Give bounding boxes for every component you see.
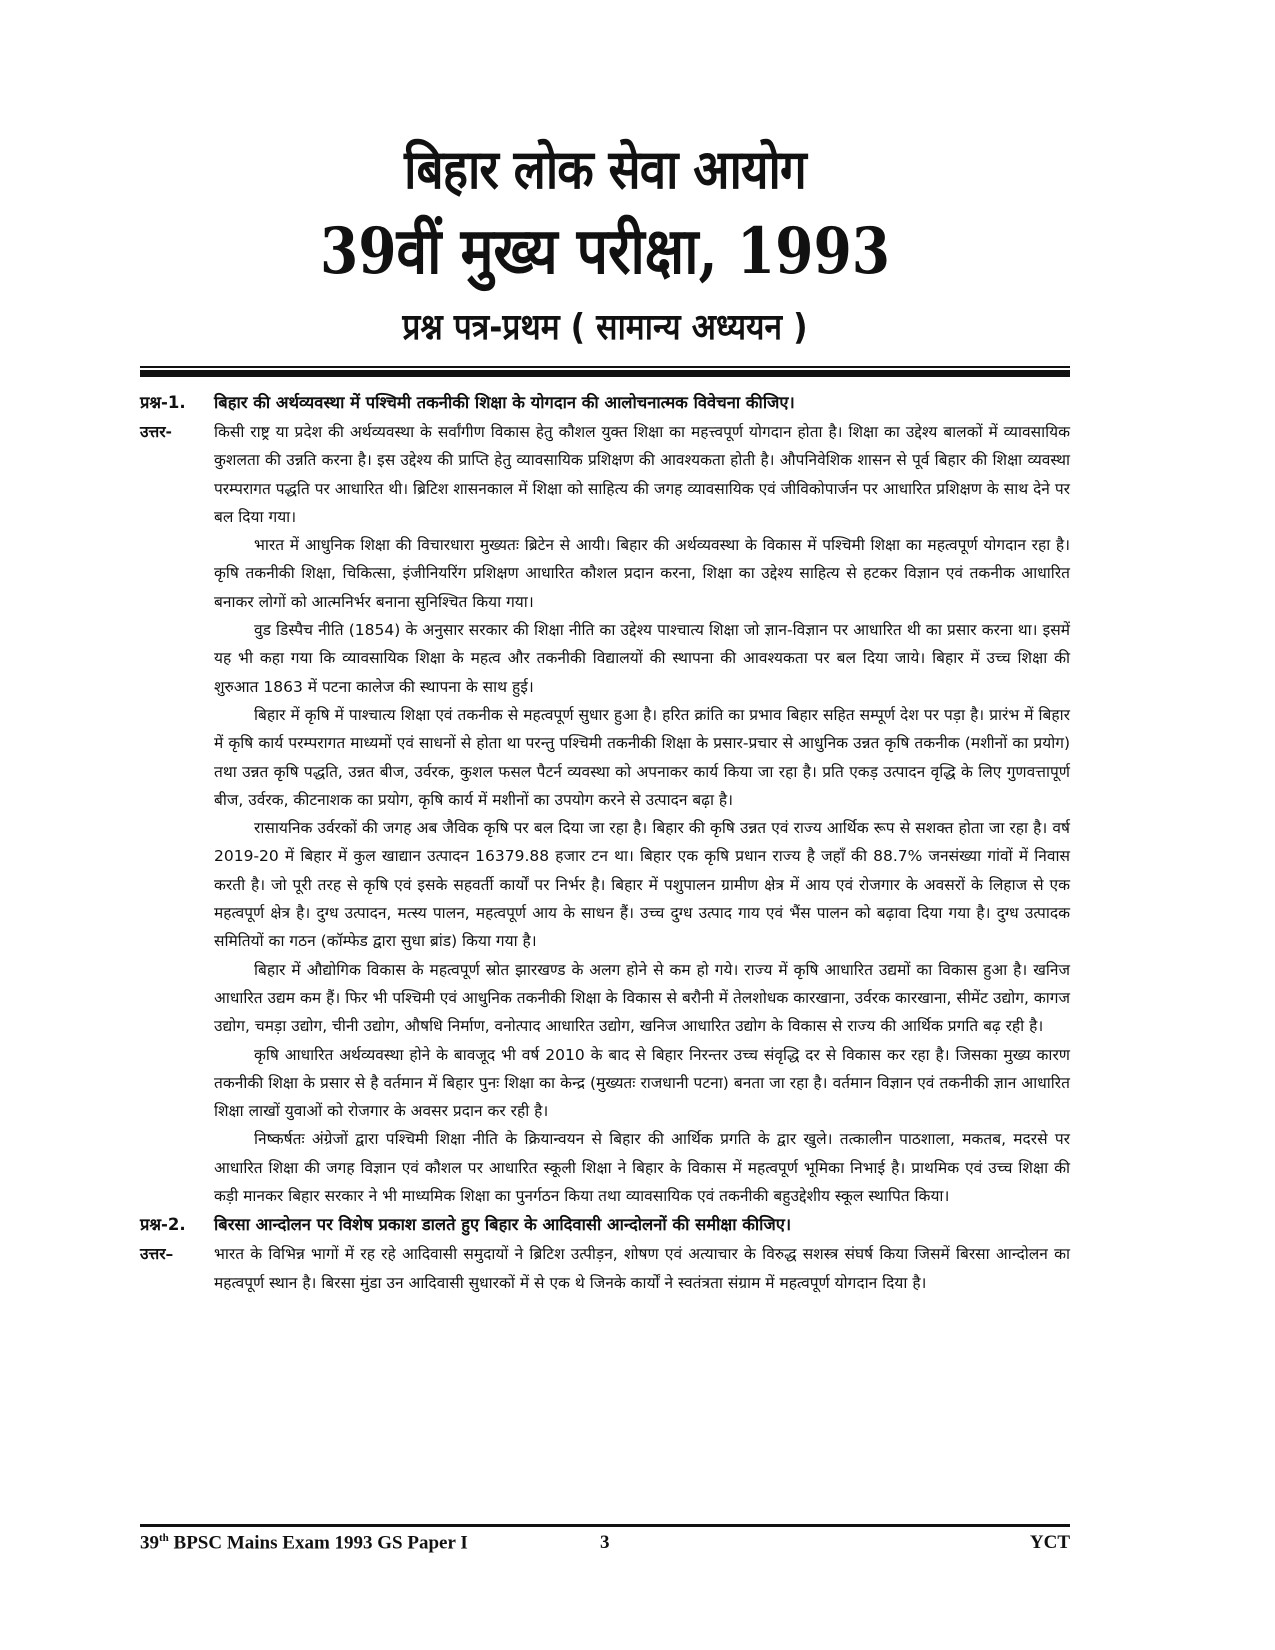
answer-paragraph: किसी राष्ट्र या प्रदेश की अर्थव्यवस्था के सर्वांगीण विकास हेतु कौशल युक्त शिक्षा का महत्त्वपूर्ण योगदान होता है। शिक्षा का उद्देश्य बालकों में व्यावसायिक कुशलता की उन्नति करना है। इस उद्देश्य की प्राप्ति हेतु व्यावसायिक प्रशिक्षण की आवश्यकता होती है। औपनिवेशिक शासन से पूर्व बिहार की शिक्षा व्यवस्था परम्परागत पद्धति पर आधारित थी। ब्रिटिश शासनकाल में शिक्षा को साहित्य की जगह व्यावसायिक एवं जीविकोपार्जन पर आधारित प्रशिक्षण के साथ देने पर बल दिया गया।	[214, 423, 1070, 526]
answer-1	[140, 418, 1070, 531]
answer-paragraph: बिहार में औद्योगिक विकास के महत्वपूर्ण स्रोत झारखण्ड के अलग होने से कम हो गये। राज्य में कृषि आधारित उद्यमों का विकास हुआ है। खनिज आधारित उद्यम कम हैं। फिर भी पश्चिमी एवं आधुनिक तकनीकी शिक्षा के विकास से बरौनी में तेलशोधक कारखाना, उर्वरक कारखाना, सीमेंट उद्योग, कागज उद्योग, चमड़ा उद्योग, चीनी उद्योग, औषधि निर्माण, वनोत्पाद आधारित उद्योग, खनिज आधारित उद्योग के विकास से राज्य की आर्थिक प्रगति बढ़ रही है।	[214, 960, 1070, 1036]
answer-label: उत्तर–	[140, 1245, 174, 1264]
answer-paragraph: कृषि आधारित अर्थव्यवस्था होने के बावजूद भी वर्ष 2010 के बाद से बिहार निरन्तर उच्च संवृद्धि दर से विकास कर रहा है। जिसका मुख्य कारण तकनीकी शिक्षा के प्रसार से है वर्तमान में बिहार पुनः शिक्षा का केन्द्र (मुख्यतः राजधानी पटना) बनता जा रहा है। वर्तमान विज्ञान एवं तकनीकी ज्ञान आधारित शिक्षा लाखों युवाओं को रोजगार के अवसर प्रदान कर रही है।	[214, 1045, 1070, 1121]
answer-paragraph: रासायनिक उर्वरकों की जगह अब जैविक कृषि पर बल दिया जा रहा है। बिहार की कृषि उन्नत एवं राज्य आर्थिक रूप से सशक्त होता जा रहा है। वर्ष 2019-20 में बिहार में कुल खाद्यान उत्पादन 16379.88 हजार टन था। बिहार एक कृषि प्रधान राज्य है जहाँ की 88.7% जनसंख्या गांवों में निवास करती है। जो पूरी तरह से कृषि एवं इसके सहवर्ती कार्यों पर निर्भर है। बिहार में पशुपालन ग्रामीण क्षेत्र में आय एवं रोजगार के अवसरों के लिहाज से एक महत्वपूर्ण क्षेत्र है। दुग्ध उत्पादन, मत्स्य पालन, महत्वपूर्ण आय के साधन हैं। उच्च दुग्ध उत्पाद गाय एवं भैंस पालन को बढ़ावा दिया गया है। दुग्ध उत्पादक समितियों का गठन (कॉम्फेड द्वारा सुधा ब्रांड) किया गया है।	[214, 819, 1070, 951]
header-rule-thin	[140, 366, 1070, 368]
footer-exam-name: 39th BPSC Mains Exam 1993 GS Paper I	[140, 1532, 468, 1554]
page-number: 3	[600, 1532, 610, 1553]
question-text: बिहार की अर्थव्यवस्था में पश्चिमी तकनीकी शिक्षा के योगदान की आलोचनात्मक विवेचना कीजिए।	[214, 393, 795, 412]
answer-paragraph: भारत में आधुनिक शिक्षा की विचारधारा मुख्यतः ब्रिटेन से आयी। बिहार की अर्थव्यवस्था के विकास में पश्चिमी शिक्षा का महत्वपूर्ण योगदान रहा है। कृषि तकनीकी शिक्षा, चिकित्सा, इंजीनियरिंग प्रशिक्षण आधारित कौशल प्रदान करना, शिक्षा का उद्देश्य साहित्य से हटकर विज्ञान एवं तकनीक आधारित बनाकर लोगों को आत्मनिर्भर बनाना सुनिश्चित किया गया।	[214, 536, 1070, 611]
question-label: प्रश्न-1.	[140, 393, 186, 412]
answer-paragraph: भारत के विभिन्न भागों में रह रहे आदिवासी समुदायों ने ब्रिटिश उत्पीड़न, शोषण एवं अत्याचार के विरुद्ध सशस्त्र संघर्ष किया जिसमें बिरसा आन्दोलन का महत्वपूर्ण स्थान है। बिरसा मुंडा उन आदिवासी सुधारकों में से एक थे जिनके कार्यों ने स्वतंत्रता संग्राम में महत्वपूर्ण योगदान दिया है।	[214, 1245, 1070, 1292]
paper-heading: प्रश्न पत्र-प्रथम ( सामान्य अध्ययन )	[402, 307, 808, 348]
question-label: प्रश्न-2.	[140, 1215, 186, 1235]
document-title: बिहार लोक सेवा आयोग	[404, 138, 806, 201]
answer-1-continued	[140, 531, 1070, 1210]
question-text: बिरसा आन्दोलन पर विशेष प्रकाश डालते हुए बिहार के आदिवासी आन्दोलनों की समीक्षा कीजिए।	[214, 1215, 792, 1235]
header-rule-thick	[140, 370, 1070, 377]
page-footer	[140, 1532, 1070, 1562]
answer-2	[140, 1240, 1070, 1297]
answer-label: उत्तर-	[140, 423, 172, 441]
content	[140, 388, 1070, 1297]
answer-paragraph: बिहार में कृषि में पाश्चात्य शिक्षा एवं तकनीक से महत्वपूर्ण सुधार हुआ है। हरित क्रांति का प्रभाव बिहार सहित सम्पूर्ण देश पर पड़ा है। प्रारंभ में बिहार में कृषि कार्य परम्परागत माध्यमों एवं साधनों से होता था परन्तु पश्चिमी तकनीकी शिक्षा के प्रसार-प्रचार से आधुनिक उन्नत कृषि तकनीक (मशीनों का प्रयोग) तथा उन्नत कृषि पद्धति, उन्नत बीज, उर्वरक, कुशल फसल पैटर्न व्यवस्था को अपनाकर कार्य किया जा रहा है। प्रति एकड़ उत्पादन वृद्धि के लिए गुणवत्तापूर्ण बीज, उर्वरक, कीटनाशक का प्रयोग, कृषि कार्य में मशीनों का उपयोग करने से उत्पादन बढ़ा है।	[214, 705, 1070, 809]
answer-paragraph: निष्कर्षतः अंग्रेजों द्वारा पश्चिमी शिक्षा नीति के क्रियान्वयन से बिहार की आर्थिक प्रगति के द्वार खुले। तत्कालीन पाठशाला, मकतब, मदरसे पर आधारित शिक्षा की जगह विज्ञान एवं कौशल पर आधारित स्कूली शिक्षा ने बिहार के विकास में महत्वपूर्ण भूमिका निभाई है। प्राथमिक एवं उच्च शिक्षा की कड़ी मानकर बिहार सरकार ने भी माध्यमिक शिक्षा का पुनर्गठन किया तथा व्यावसायिक एवं तकनीकी बहुउद्देशीय स्कूल स्थापित किया।	[214, 1130, 1070, 1206]
answer-body	[214, 418, 1070, 531]
answer-paragraph: वुड डिस्पैच नीति (1854) के अनुसार सरकार की शिक्षा नीति का उद्देश्य पाश्चात्य शिक्षा जो ज्ञान-विज्ञान पर आधारित थी का प्रसार करना था। इसमें यह भी कहा गया कि व्यावसायिक शिक्षा के महत्व और तकनीकी विद्यालयों की स्थापना की आवश्यकता पर बल दिया जाये। बिहार में उच्च शिक्षा की शुरुआत 1863 में पटना कालेज की स्थापना के साथ हुई।	[214, 621, 1070, 696]
publisher-mark: YCT	[1029, 1532, 1070, 1553]
footer-rule	[140, 1524, 1070, 1527]
question-1	[140, 388, 1070, 418]
exam-subtitle: 39वीं मुख्य परीक्षा, 1993	[319, 214, 891, 289]
answer-body	[214, 1240, 1070, 1297]
question-2	[140, 1210, 1070, 1240]
